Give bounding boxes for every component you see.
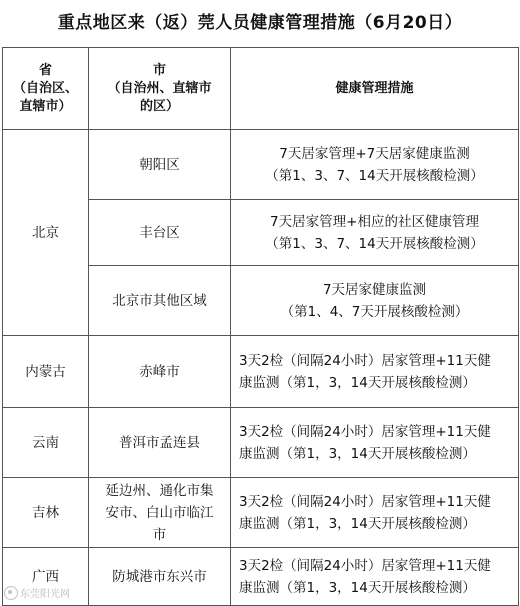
watermark	[4, 585, 70, 600]
province-cell: 北京	[3, 130, 89, 336]
header-city: 市 （自治州、直辖市 的区）	[89, 48, 231, 130]
watermark-logo-icon	[4, 586, 18, 600]
measure-cell: 3天2检（间隔24小时）居家管理+11天健 康监测（第1，3，14天开展核酸检测）	[231, 336, 519, 408]
province-cell: 吉林	[3, 478, 89, 548]
header-province: 省 （自治区、 直辖市）	[3, 48, 89, 130]
table-row	[3, 478, 519, 548]
document-page	[2, 0, 518, 606]
city-cell: 普洱市孟连县	[89, 408, 231, 478]
measure-cell: 3天2检（间隔24小时）居家管理+11天健 康监测（第1，3，14天开展核酸检测）	[231, 548, 519, 606]
city-cell: 延边州、通化市集 安市、白山市临江 市	[89, 478, 231, 548]
header-measures: 健康管理措施	[231, 48, 519, 130]
city-cell: 丰台区	[89, 200, 231, 266]
measure-cell: 7天居家管理+相应的社区健康管理 （第1、3、7、14天开展核酸检测）	[231, 200, 519, 266]
table-row	[3, 408, 519, 478]
watermark-text: 东莞阳光网	[20, 589, 70, 600]
table-row	[3, 130, 519, 200]
measure-cell: 7天居家管理+7天居家健康监测 （第1、3、7、14天开展核酸检测）	[231, 130, 519, 200]
city-cell: 朝阳区	[89, 130, 231, 200]
city-cell: 防城港市东兴市	[89, 548, 231, 606]
table-row	[3, 548, 519, 606]
measure-cell: 3天2检（间隔24小时）居家管理+11天健 康监测（第1，3，14天开展核酸检测）	[231, 478, 519, 548]
page-title: 重点地区来（返）莞人员健康管理措施（6月20日）	[57, 13, 463, 33]
table-header-row	[3, 48, 519, 130]
province-cell: 内蒙古	[3, 336, 89, 408]
city-cell: 赤峰市	[89, 336, 231, 408]
table-row	[3, 336, 519, 408]
health-measures-table	[2, 47, 519, 606]
measure-cell: 3天2检（间隔24小时）居家管理+11天健 康监测（第1，3，14天开展核酸检测）	[231, 408, 519, 478]
measure-cell: 7天居家健康监测 （第1、4、7天开展核酸检测）	[231, 266, 519, 336]
city-cell: 北京市其他区域	[89, 266, 231, 336]
province-cell: 云南	[3, 408, 89, 478]
province-cell: 广西	[3, 548, 89, 606]
